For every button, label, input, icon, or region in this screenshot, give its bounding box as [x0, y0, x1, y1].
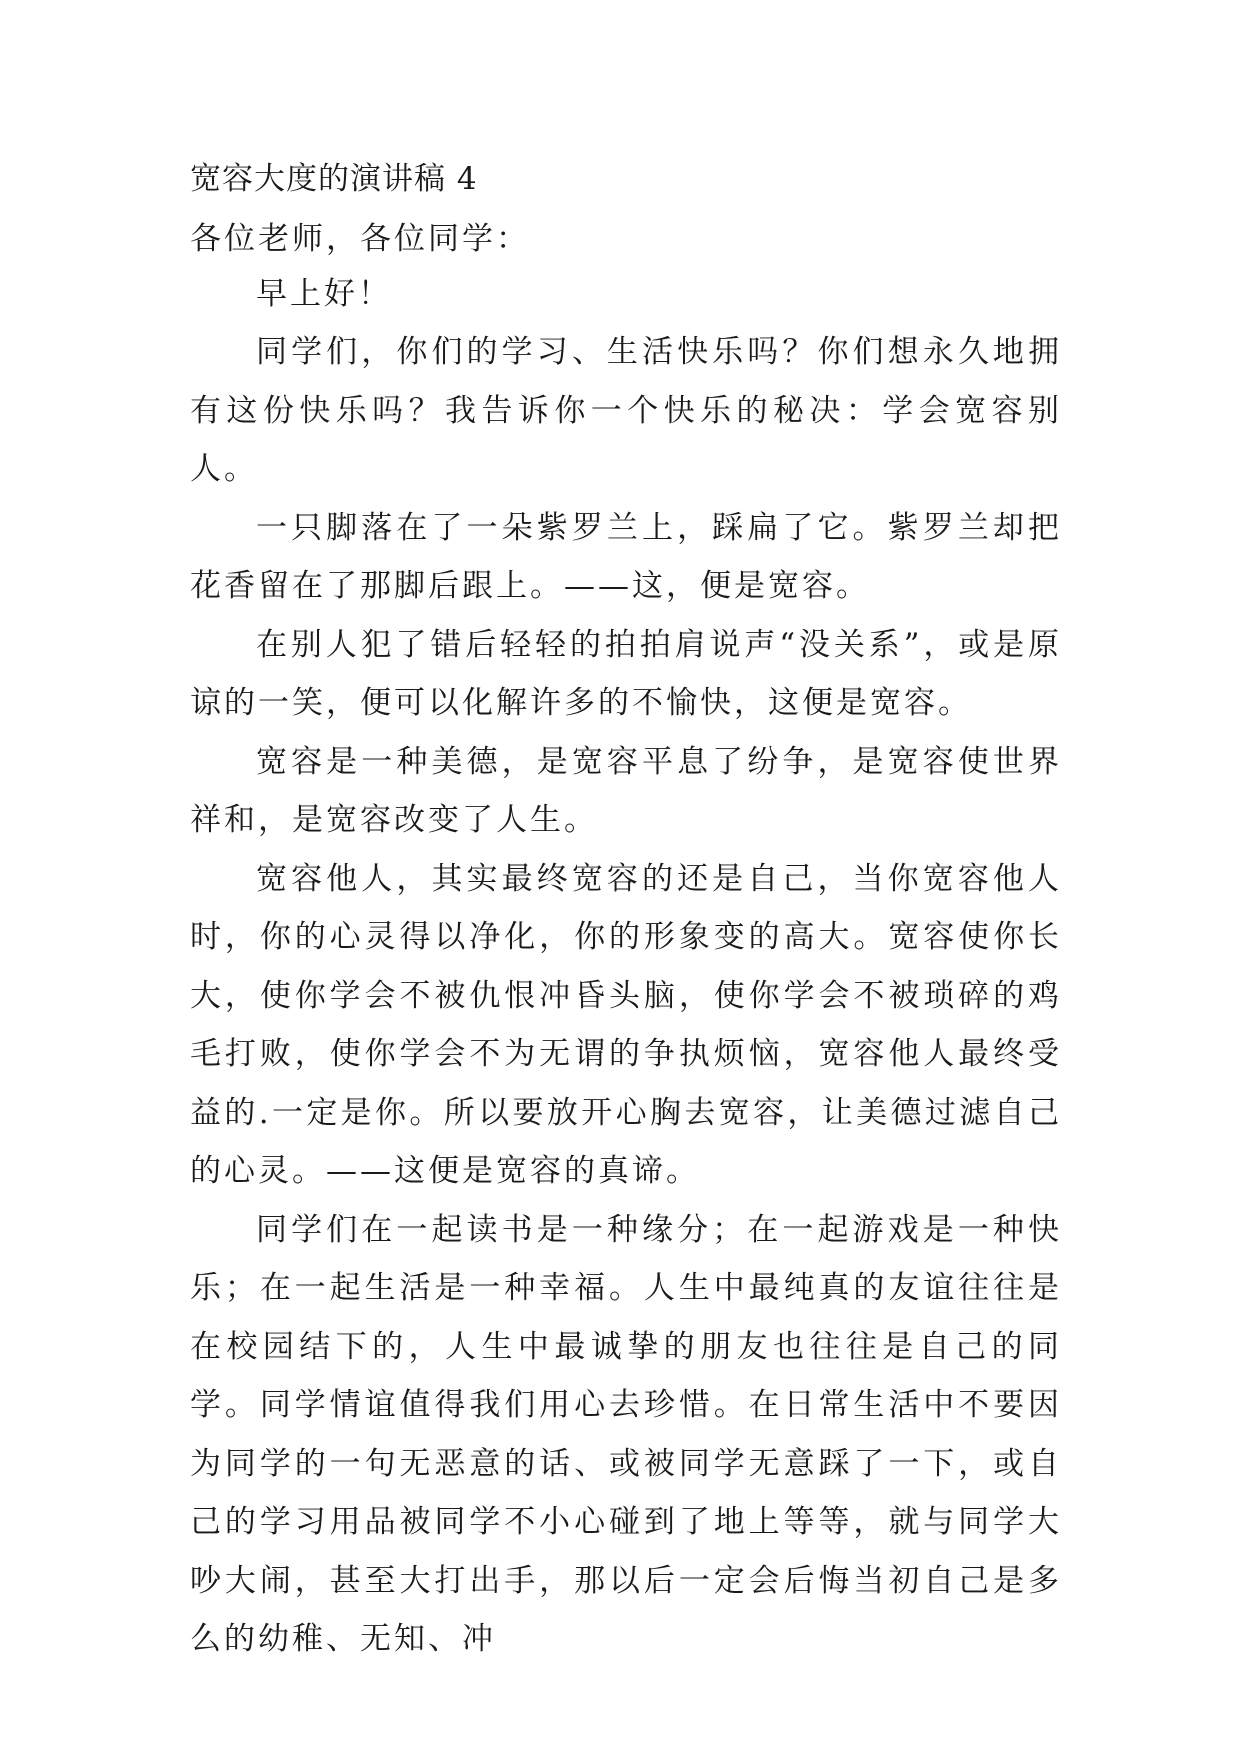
salutation: 各位老师，各位同学：	[190, 221, 530, 257]
document-title: 宽容大度的演讲稿 4	[190, 161, 478, 197]
paragraph-5: 宽容他人，其实最终宽容的还是自己，当你宽容他人时，你的心灵得以净化，你的形象变的高大。宽容使你长大，使你学会不被仇恨冲昏头脑，使你学会不被琐碎的鸡毛打败，使你学会不为无谓的争执烦恼，宽容他人最终受益的.一定是你。所以要放开心胸去宽容，让美德过滤自己的心灵。——这便是宽容的真谛。	[190, 860, 1062, 1189]
paragraph-1: 同学们，你们的学习、生活快乐吗？你们想永久地拥有这份快乐吗？我告诉你一个快乐的秘决：学会宽容别人。	[190, 334, 1062, 487]
document-page	[190, 158, 1062, 1669]
greeting: 早上好！	[256, 275, 392, 312]
paragraph-2: 一只脚落在了一朵紫罗兰上，踩扁了它。紫罗兰却把花香留在了那脚后跟上。——这，便是宽容。	[190, 509, 1062, 604]
paragraph-3: 在别人犯了错后轻轻的拍拍肩说声“没关系”，或是原谅的一笑，便可以化解许多的不愉快，这便是宽容。	[190, 626, 1062, 721]
paragraph-4: 宽容是一种美德，是宽容平息了纷争，是宽容使世界祥和，是宽容改变了人生。	[190, 743, 1062, 838]
paragraph-6: 同学们在一起读书是一种缘分；在一起游戏是一种快乐；在一起生活是一种幸福。人生中最纯真的友谊往往是在校园结下的，人生中最诚挚的朋友也往往是自己的同学。同学情谊值得我们用心去珍惜。在日常生活中不要因为同学的一句无恶意的话、或被同学无意踩了一下，或自己的学习用品被同学不小心碰到了地上等等，就与同学大吵大闹，甚至大打出手，那以后一定会后悔当初自己是多么的幼稚、无知、冲	[190, 1211, 1062, 1657]
